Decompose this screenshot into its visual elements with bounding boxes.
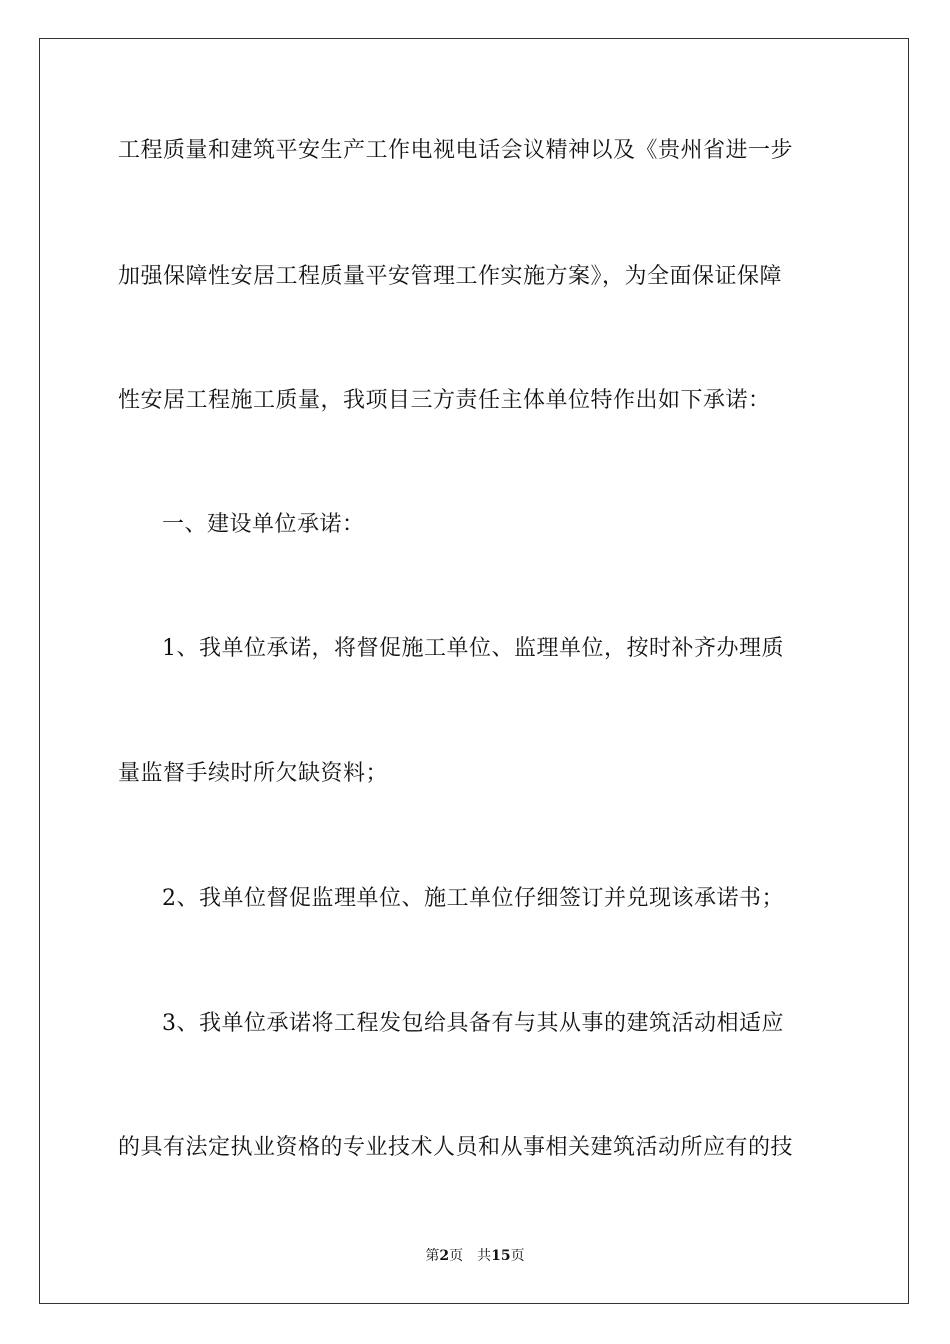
footer-page-prefix: 第 bbox=[425, 1248, 440, 1264]
footer-total-suffix: 页 bbox=[510, 1248, 525, 1264]
item-3-line-1: 3、我单位承诺将工程发包给具备有与其从事的建筑活动相适应 bbox=[162, 1011, 784, 1036]
body-line-1: 工程质量和建筑平安生产工作电视电话会议精神以及《贵州省进一步 bbox=[118, 138, 794, 163]
body-line-2: 加强保障性安居工程质量平安管理工作实施方案》，为全面保证保障 bbox=[118, 264, 783, 289]
footer-total-prefix: 共 bbox=[477, 1248, 492, 1264]
item-1-line-2: 量监督手续时所欠缺资料； bbox=[118, 761, 389, 786]
item-2-line-1: 2、我单位督促监理单位、施工单位仔细签订并兑现该承诺书； bbox=[162, 886, 784, 911]
section-heading: 一、建设单位承诺： bbox=[162, 512, 365, 537]
page-border bbox=[39, 38, 909, 1304]
item-1-line-1: 1、我单位承诺，将督促施工单位、监理单位，按时补齐办理质 bbox=[162, 636, 784, 661]
footer-total-pages: 15 bbox=[491, 1248, 511, 1264]
page-footer bbox=[0, 1246, 950, 1266]
footer-page-suffix: 页 bbox=[449, 1248, 464, 1264]
item-3-line-2: 的具有法定执业资格的专业技术人员和从事相关建筑活动所应有的技 bbox=[118, 1135, 794, 1160]
body-line-3: 性安居工程施工质量，我项目三方责任主体单位特作出如下承诺： bbox=[118, 388, 771, 413]
footer-page-number: 2 bbox=[439, 1248, 450, 1264]
